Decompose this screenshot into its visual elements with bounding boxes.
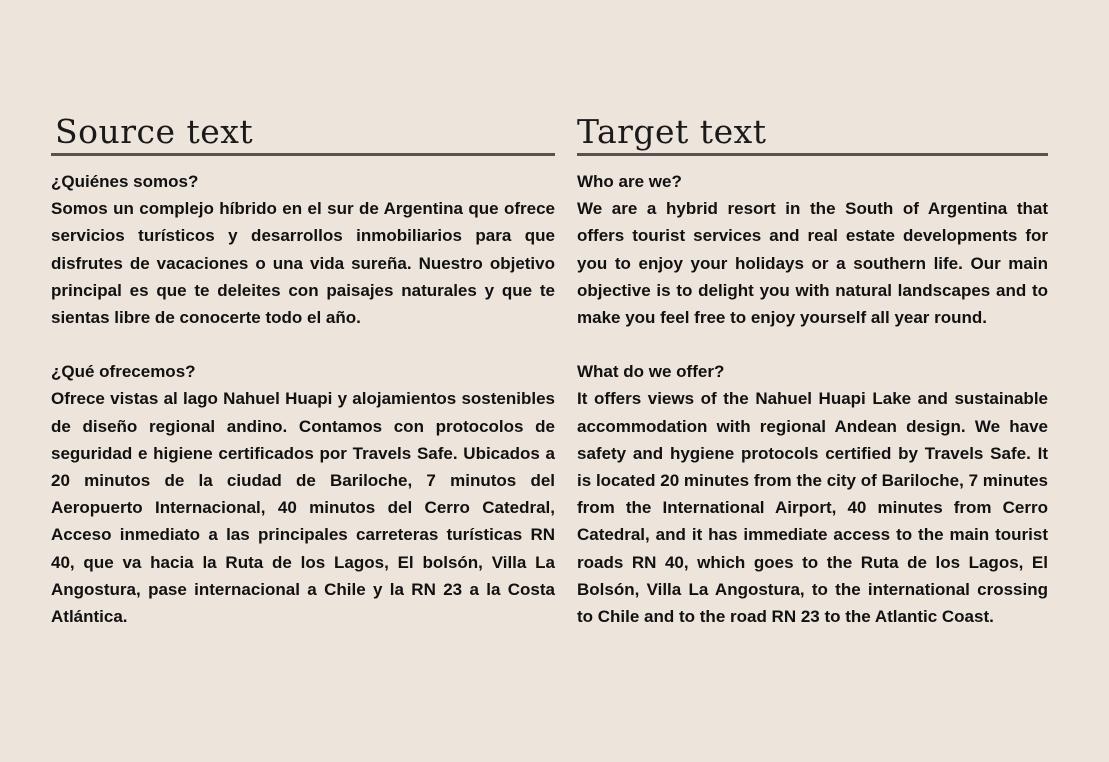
target-body <box>577 168 1048 630</box>
target-question-2: What do we offer? <box>577 362 725 382</box>
target-heading: Target text <box>577 112 767 151</box>
target-question-1: Who are we? <box>577 172 682 191</box>
target-answer-2: It offers views of the Nahuel Huapi Lake and sustainable accommodation with regional Andean design. We have safety and hygiene protocols certified by Travels Safe. It is located 20 minutes from the city of Bariloche, 7 minutes from the International Airport, 40 minutes from Cerro Catedral, and it has immediate access to the main tourist roads RN 40, which goes to the Ruta de los Lagos, El Bolsón, Villa La Angostura, to the international crossing to Chile and to the road RN 23 to the Atlantic Coast. <box>577 389 1048 627</box>
source-column <box>51 112 555 630</box>
source-heading: Source text <box>55 112 254 151</box>
paragraph-gap <box>51 331 555 358</box>
source-question-1: ¿Quiénes somos? <box>51 172 199 191</box>
paragraph-gap <box>577 331 1048 358</box>
source-question-2: ¿Qué ofrecemos? <box>51 362 196 382</box>
target-column <box>577 112 1048 630</box>
target-divider <box>577 153 1048 156</box>
source-body <box>51 168 555 630</box>
source-answer-2: Ofrece vistas al lago Nahuel Huapi y alojamientos sostenibles de diseño regional andino. Contamos con protocolos de seguridad e higiene certificados por Travels Safe. Ubicados a 20 minutos de la ciudad de Bariloche, 7 minutos del Aeropuerto Internacional, 40 minutos del Cerro Catedral, Acceso inmediato a las principales carreteras turísticas RN 40, que va hacia la Ruta de los Lagos, El bolsón, Villa La Angostura, pase internacional a Chile y la RN 23 a la Costa Atlántica. <box>51 389 555 627</box>
source-answer-1: Somos un complejo híbrido en el sur de Argentina que ofrece servicios turísticos y desarrollos inmobiliarios para que disfrutes de vacaciones o una vida sureña. Nuestro objetivo principal es que te deleites con paisajes naturales y que te sientas libre de conocerte todo el año. <box>51 199 555 328</box>
target-answer-1: We are a hybrid resort in the South of Argentina that offers tourist services and real estate developments for you to enjoy your holidays or a southern life. Our main objective is to delight you with natural landscapes and to make you feel free to enjoy yourself all year round. <box>577 199 1048 328</box>
source-divider <box>51 153 555 156</box>
